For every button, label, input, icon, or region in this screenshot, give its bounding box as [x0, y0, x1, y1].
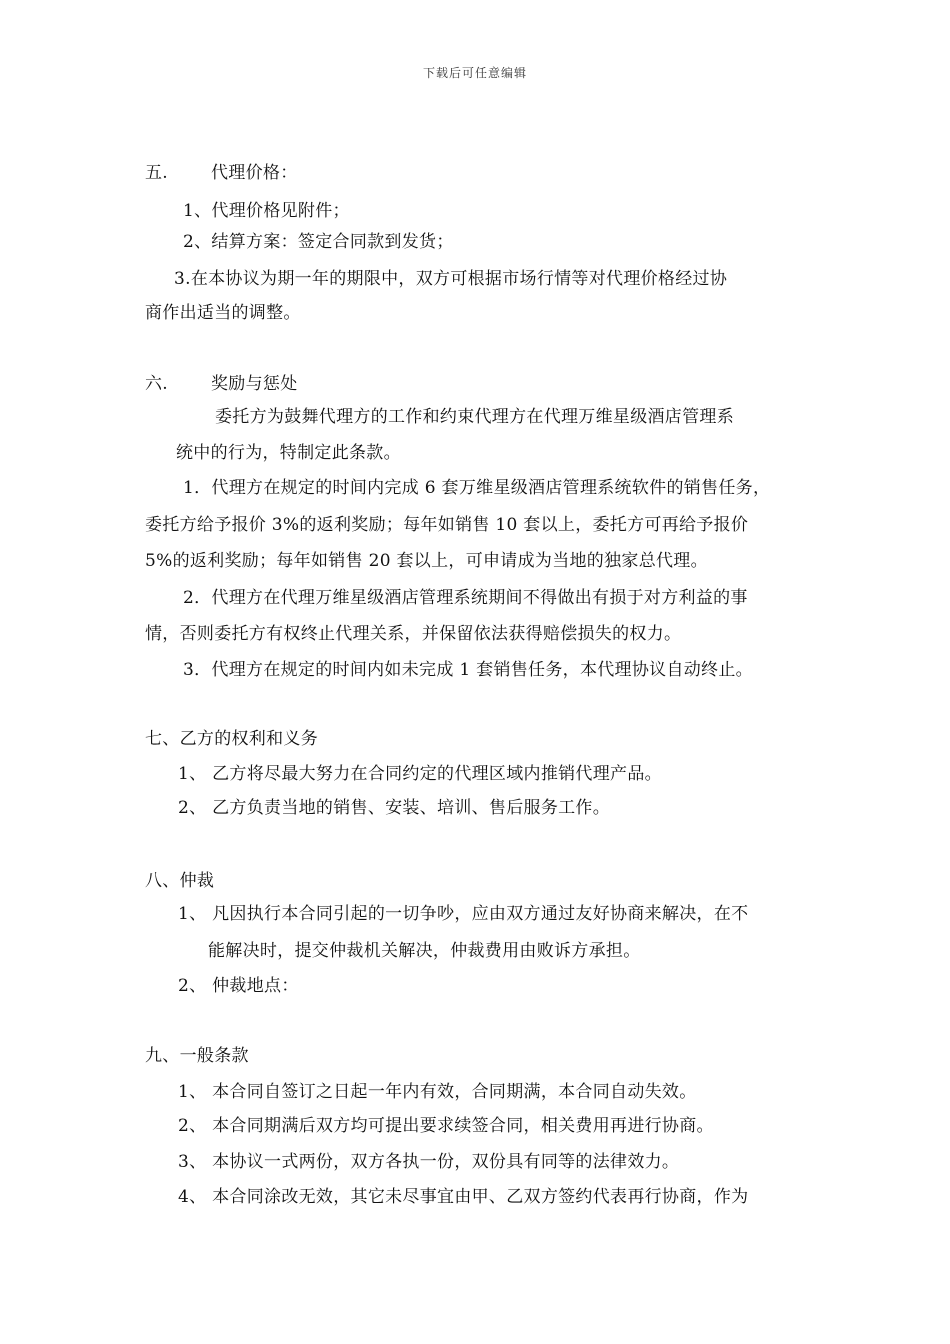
- section-5-line-2: 2、结算方案：签定合同款到发货；: [183, 232, 454, 252]
- section-9-line-2: 2、 本合同期满后双方均可提出要求续签合同，相关费用再进行协商。: [178, 1116, 714, 1136]
- section-5-number: 五.: [145, 163, 169, 183]
- section-6-number: 六.: [145, 374, 169, 394]
- section-7-line-1: 1、 乙方将尽最大努力在合同约定的代理区域内推销代理产品。: [178, 764, 662, 784]
- page-header-note: 下载后可任意编辑: [422, 66, 527, 80]
- section-6-heading: [145, 373, 298, 395]
- section-6-line-1: 委托方为鼓舞代理方的工作和约束代理方在代理万维星级酒店管理系: [215, 407, 734, 427]
- section-5-line-3: 3.在本协议为期一年的期限中，双方可根据市场行情等对代理价格经过协: [174, 269, 728, 289]
- section-7-line-2: 2、 乙方负责当地的销售、安装、培训、售后服务工作。: [178, 798, 611, 818]
- section-8-line-2: 能解决时，提交仲裁机关解决，仲裁费用由败诉方承担。: [208, 941, 641, 961]
- section-5-line-1: 1、代理价格见附件；: [183, 201, 350, 221]
- section-7-title: 七、乙方的权利和义务: [145, 729, 318, 749]
- section-9-title: 九、一般条款: [145, 1046, 249, 1066]
- section-6-line-6: 2．代理方在代理万维星级酒店管理系统期间不得做出有损于对方利益的事: [183, 588, 748, 608]
- section-6-line-8: 3．代理方在规定的时间内如未完成 1 套销售任务，本代理协议自动终止。: [183, 660, 753, 680]
- section-8-line-1: 1、 凡因执行本合同引起的一切争吵，应由双方通过友好协商来解决，在不: [178, 904, 749, 924]
- section-6-line-4: 委托方给予报价 3%的返利奖励；每年如销售 10 套以上，委托方可再给予报价: [145, 515, 749, 535]
- section-8-title: 八、仲裁: [145, 871, 215, 891]
- section-6-line-2: 统中的行为，特制定此条款。: [176, 443, 401, 463]
- section-6-line-7: 情，否则委托方有权终止代理关系，并保留依法获得赔偿损失的权力。: [145, 624, 682, 644]
- section-9-line-1: 1、 本合同自签订之日起一年内有效，合同期满，本合同自动失效。: [178, 1082, 697, 1102]
- section-9-line-3: 3、 本协议一式两份，双方各执一份，双份具有同等的法律效力。: [178, 1152, 680, 1172]
- section-5-line-4: 商作出适当的调整。: [145, 303, 301, 323]
- section-9-line-4: 4、 本合同涂改无效，其它未尽事宜由甲、乙双方签约代表再行协商，作为: [178, 1187, 749, 1207]
- section-6-line-3: 1．代理方在规定的时间内完成 6 套万维星级酒店管理系统软件的销售任务，: [183, 478, 771, 498]
- section-6-title: 奖励与惩处: [211, 374, 298, 394]
- section-5-title: 代理价格：: [211, 163, 298, 183]
- section-5-heading: [145, 162, 298, 184]
- section-8-line-3: 2、 仲裁地点：: [178, 976, 299, 996]
- section-6-line-5: 5%的返利奖励；每年如销售 20 套以上，可申请成为当地的独家总代理。: [145, 551, 708, 571]
